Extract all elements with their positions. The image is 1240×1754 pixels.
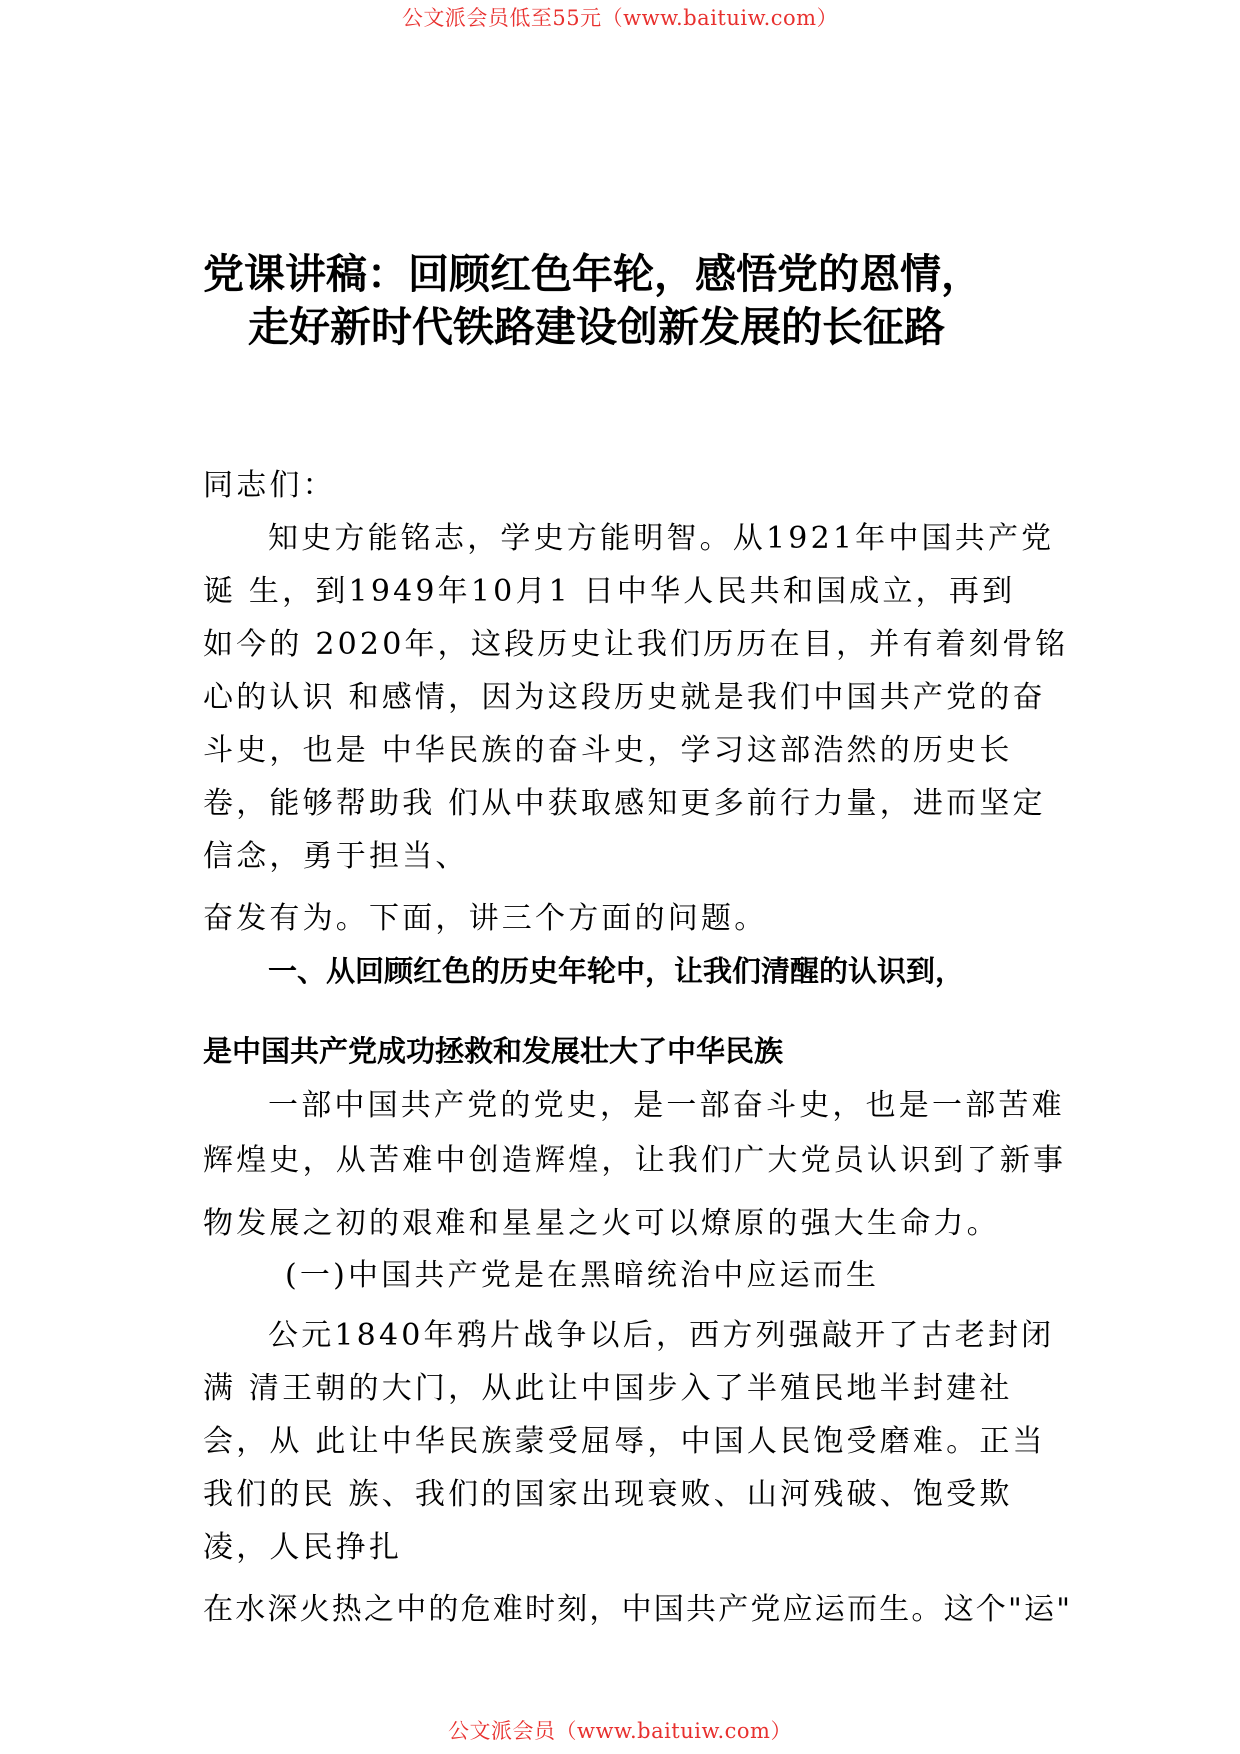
- document-title-line-2: 走好新时代铁路建设创新发展的长征路: [248, 303, 945, 351]
- document-title-line-1: 党课讲稿：回顾红色年轮，感悟党的恩情，: [203, 250, 982, 298]
- paragraph-line: 奋发有为。下面，讲三个方面的问题。: [203, 901, 768, 936]
- salutation: 同志们：: [203, 468, 336, 503]
- paragraph-line: 诞 生，到1949年10月1 日中华人民共和国成立，再到: [203, 574, 1016, 609]
- section-heading-line-2: 是中国共产党成功拯救和发展壮大了中华民族: [203, 1034, 784, 1068]
- footer-watermark: 公文派会员（www.baituiw.com）: [448, 1719, 792, 1743]
- paragraph-line: 凌，人民挣扎: [203, 1530, 403, 1565]
- paragraph-line: 物发展之初的艰难和星星之火可以燎原的强大生命力。: [203, 1206, 1000, 1241]
- paragraph-line: 我们的民 族、我们的国家出现衰败、山河残破、饱受欺: [203, 1477, 1013, 1512]
- paragraph-line: 知史方能铭志，学史方能明智。从1921年中国共产党: [268, 521, 1055, 556]
- paragraph-line: 辉煌史，从苦难中创造辉煌，让我们广大党员认识到了新事: [203, 1143, 1067, 1178]
- paragraph-line: 如今的 2020年，这段历史让我们历历在目，并有着刻骨铭: [203, 627, 1069, 662]
- paragraph-line: 信念，勇于担当、: [203, 839, 469, 874]
- subsection-heading: (一)中国共产党是在黑暗统治中应运而生: [285, 1258, 880, 1293]
- paragraph-line: 满 清王朝的大门，从此让中国步入了半殖民地半封建社: [203, 1371, 1013, 1406]
- paragraph-line: 心的认识 和感情，因为这段历史就是我们中国共产党的奋: [203, 680, 1046, 715]
- paragraph-line: 卷，能够帮助我 们从中获取感知更多前行力量，进而坚定: [203, 786, 1046, 821]
- paragraph-line: 在水深火热之中的危难时刻，中国共产党应运而生。这个"运": [203, 1592, 1073, 1627]
- paragraph-line: 斗史，也是 中华民族的奋斗史，学习这部浩然的历史长: [203, 733, 1013, 768]
- paragraph-line: 一部中国共产党的党史，是一部奋斗史，也是一部苦难: [268, 1088, 1065, 1123]
- paragraph-line: 公元1840年鸦片战争以后，西方列强敲开了古老封闭: [268, 1318, 1055, 1353]
- header-watermark: 公文派会员低至55元（www.baituiw.com）: [401, 6, 839, 30]
- paragraph-line: 会，从 此让中华民族蒙受屈辱，中国人民饱受磨难。正当: [203, 1424, 1046, 1459]
- section-heading-line-1: 一、从回顾红色的历史年轮中，让我们清醒的认识到，: [268, 954, 965, 988]
